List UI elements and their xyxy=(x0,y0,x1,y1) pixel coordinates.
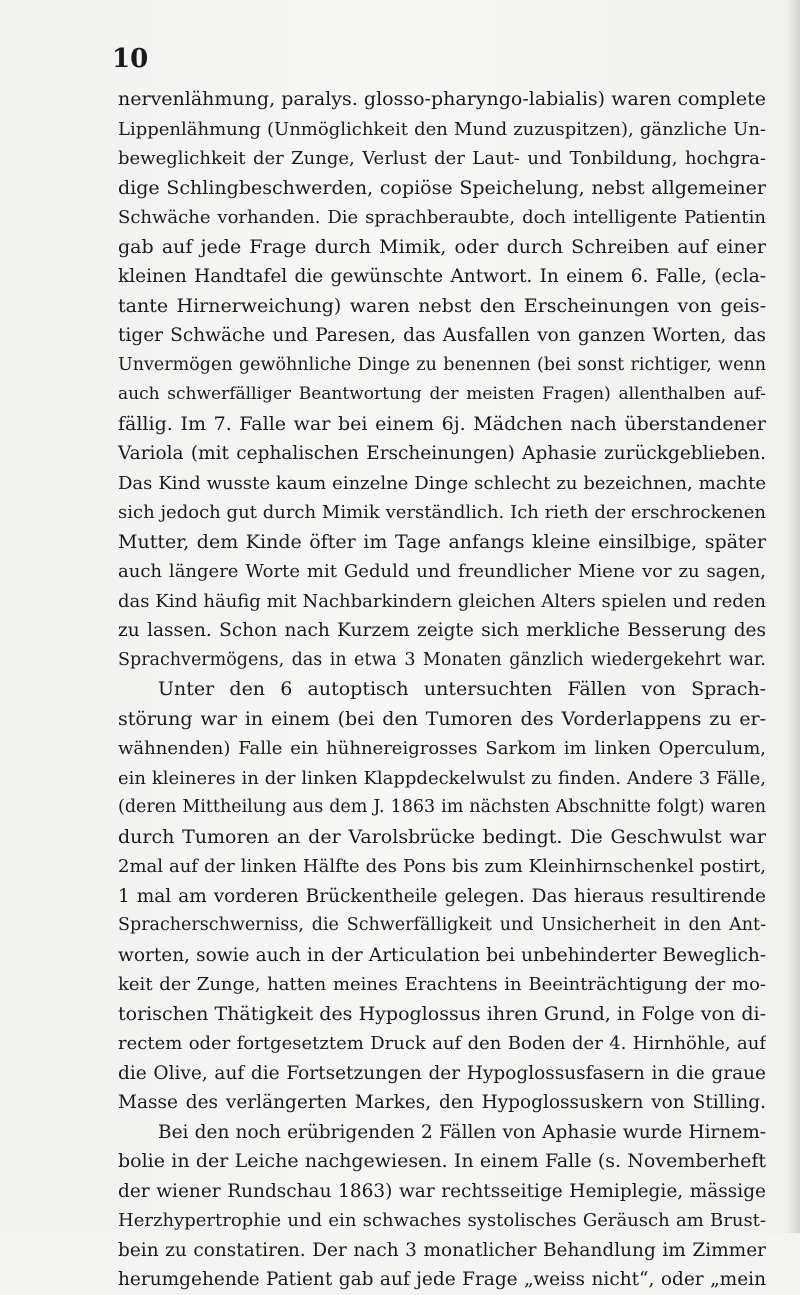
page-edge-shadow xyxy=(786,0,800,1233)
text-line: auch längere Worte mit Geduld und freundlicher Miene vor zu sagen, xyxy=(118,561,766,582)
text-line: kleinen Handtafel die gewünschte Antwort. In einem 6. Falle, (ecla- xyxy=(118,266,766,287)
text-line: durch Tumoren an der Varolsbrücke bedingt. Die Geschwulst war xyxy=(118,825,766,848)
text-line: Masse des verlängerten Markes, den Hypoglossuskern von Stilling. xyxy=(118,1092,766,1113)
text-line: sich jedoch gut durch Mimik verständlich. Ich rieth der erschrockenen xyxy=(118,502,766,523)
text-line: Unter den 6 autoptisch untersuchten Fällen von Sprach- xyxy=(158,678,766,700)
text-line: Schwäche vorhanden. Die sprachberaubte, doch intelligente Patientin xyxy=(118,207,766,228)
text-line: bolie in der Leiche nachgewiesen. In einem Falle (s. Novemberheft xyxy=(118,1150,766,1172)
text-line: keit der Zunge, hatten meines Erachtens in Beeinträchtigung der mo- xyxy=(118,974,766,995)
text-line: herumgehende Patient gab auf jede Frage „weiss nicht“, oder „mein xyxy=(118,1269,766,1290)
text-line: fällig. Im 7. Falle war bei einem 6j. Mädchen nach überstandener xyxy=(118,412,766,435)
text-line: Herzhypertrophie und ein schwaches systolisches Geräusch am Brust- xyxy=(118,1210,766,1231)
text-line: Sprachvermögens, das in etwa 3 Monaten gänzlich wiedergekehrt war. xyxy=(118,649,766,670)
text-line: zu lassen. Schon nach Kurzem zeigte sich merkliche Besserung des xyxy=(118,620,766,641)
text-line: bein zu constatiren. Der nach 3 monatlicher Behandlung im Zimmer xyxy=(118,1239,766,1261)
text-line: tante Hirnerweichung) waren nebst den Erscheinungen von geis- xyxy=(118,294,766,317)
text-line: ein kleineres in der linken Klappdeckelwulst zu finden. Andere 3 Fälle, xyxy=(118,767,766,789)
text-line: Unvermögen gewöhnliche Dinge zu benennen (bei sonst richtiger, wenn xyxy=(118,354,766,375)
text-line: der wiener Rundschau 1863) war rechtsseitige Hemiplegie, mässige xyxy=(118,1180,766,1202)
text-line: nervenlähmung, paralys. glosso-pharyngo-labialis) waren complete xyxy=(118,88,766,110)
text-line: beweglichkeit der Zunge, Verlust der Laut- und Tonbildung, hochgra- xyxy=(118,148,766,169)
text-line: Mutter, dem Kinde öfter im Tage anfangs kleine einsilbige, später xyxy=(118,530,766,553)
text-line: worten, sowie auch in der Articulation bei unbehinderter Beweglich- xyxy=(118,944,766,966)
text-line: tiger Schwäche und Paresen, das Ausfallen von ganzen Worten, das xyxy=(118,325,766,346)
text-line: dige Schlingbeschwerden, copiöse Speichelung, nebst allgemeiner xyxy=(118,176,766,199)
text-line: rectem oder fortgesetztem Druck auf den Boden der 4. Hirnhöhle, auf xyxy=(118,1033,766,1054)
text-line: 2mal auf der linken Hälfte des Pons bis zum Kleinhirnschenkel postirt, xyxy=(118,856,766,877)
text-line: (deren Mittheilung aus dem J. 1863 im nächsten Abschnitte folgt) waren xyxy=(118,797,766,817)
text-line: Spracherschwerniss, die Schwerfälligkeit und Unsicherheit in den Ant- xyxy=(118,915,766,935)
text-line: Das Kind wusste kaum einzelne Dinge schlecht zu bezeichnen, machte xyxy=(118,472,766,494)
text-line: Lippenlähmung (Unmöglichkeit den Mund zuzuspitzen), gänzliche Un- xyxy=(118,118,766,140)
text-line: 1 mal am vorderen Brückentheile gelegen. Das hieraus resultirende xyxy=(118,885,766,907)
text-line: torischen Thätigkeit des Hypoglossus ihren Grund, in Folge von di- xyxy=(118,1002,766,1025)
text-line: das Kind häufig mit Nachbarkindern gleichen Alters spielen und reden xyxy=(118,590,766,612)
text-line: Bei den noch erübrigenden 2 Fällen von Aphasie wurde Hirnem- xyxy=(158,1121,766,1143)
text-line: gab auf jede Frage durch Mimik, oder durch Schreiben auf einer xyxy=(118,235,766,258)
text-line: Variola (mit cephalischen Erscheinungen) Aphasie zurückgeblieben. xyxy=(118,443,766,464)
body-text xyxy=(118,85,766,1295)
text-line: wähnenden) Falle ein hühnereigrosses Sarkom im linken Operculum, xyxy=(118,738,766,759)
text-line: störung war in einem (bei den Tumoren des Vorderlappens zu er- xyxy=(118,707,766,730)
text-line: die Olive, auf die Fortsetzungen der Hypoglossusfasern in die graue xyxy=(118,1062,766,1084)
page-number: 10 xyxy=(112,44,149,74)
text-line: auch schwerfälliger Beantwortung der meisten Fragen) allenthalben auf- xyxy=(118,384,766,404)
